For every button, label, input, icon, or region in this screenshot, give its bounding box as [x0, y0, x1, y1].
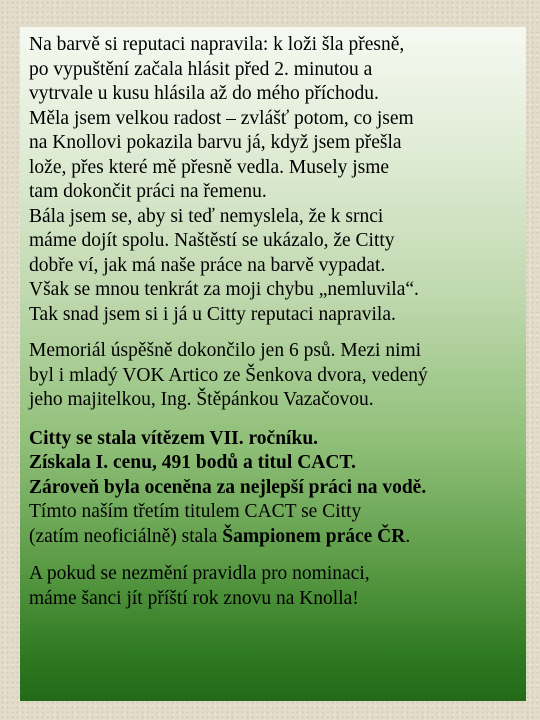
text-line: jeho majitelkou, Ing. Štěpánkou Vazačovou.	[29, 389, 374, 410]
text-line: po vypuštění začala hlásit před 2. minutou a	[29, 58, 373, 80]
text-line: A pokud se nezmění pravidla pro nominaci,	[29, 563, 370, 584]
bold-text-line: Získala I. cenu, 491 bodů a titul CACT.	[29, 452, 356, 473]
text-fragment: (zatím neoficiálně) stala	[29, 525, 223, 547]
paragraph-tracking-story	[29, 33, 518, 327]
bold-text-line: Zároveň byla oceněna za nejlepší práci na vodě.	[29, 476, 427, 498]
text-line: Tímto naším třetím titulem CACT se Citty	[29, 501, 362, 522]
text-line: máme dojít spolu. Naštěstí se ukázalo, že Citty	[29, 230, 395, 251]
text-panel	[20, 27, 526, 701]
text-line-champion	[29, 525, 518, 550]
bold-text-line: Citty se stala vítězem VII. ročníku.	[29, 427, 319, 449]
text-line: Bála jsem se, aby si teď nemyslela, že k srnci	[29, 205, 384, 227]
text-line: dobře ví, jak má naše práce na barvě vypadat.	[29, 254, 386, 276]
text-line: vytrvale u kusu hlásila až do mého příchodu.	[29, 83, 379, 104]
text-line: byl i mladý VOK Artico ze Šenkova dvora, vedený	[29, 364, 428, 386]
text-line: Však se mnou tenkrát za moji chybu „nemluvila“.	[29, 279, 419, 300]
paragraph-memorial-results	[29, 339, 518, 413]
text-line: máme šanci jít příští rok znovu na Knolla!	[29, 587, 359, 609]
text-line: Memoriál úspěšně dokončilo jen 6 psů. Mezi nimi	[29, 340, 422, 361]
paragraph-victory	[29, 427, 518, 550]
text-fragment: .	[405, 525, 411, 547]
text-line: Měla jsem velkou radost – zvlášť potom, co jsem	[29, 107, 414, 129]
text-line: Tak snad jsem si i já u Citty reputaci napravila.	[29, 303, 396, 325]
text-line: lože, přes které mě přesně vedla. Musely jsme	[29, 156, 390, 178]
text-line: na Knollovi pokazila barvu já, když jsem přešla	[29, 132, 402, 153]
text-line: tam dokončit práci na řemenu.	[29, 181, 267, 202]
text-line: Na barvě si reputaci napravila: k loži šla přesně,	[29, 34, 405, 55]
paragraph-closing	[29, 562, 518, 611]
champion-title: Šampionem práce ČR	[222, 525, 406, 547]
